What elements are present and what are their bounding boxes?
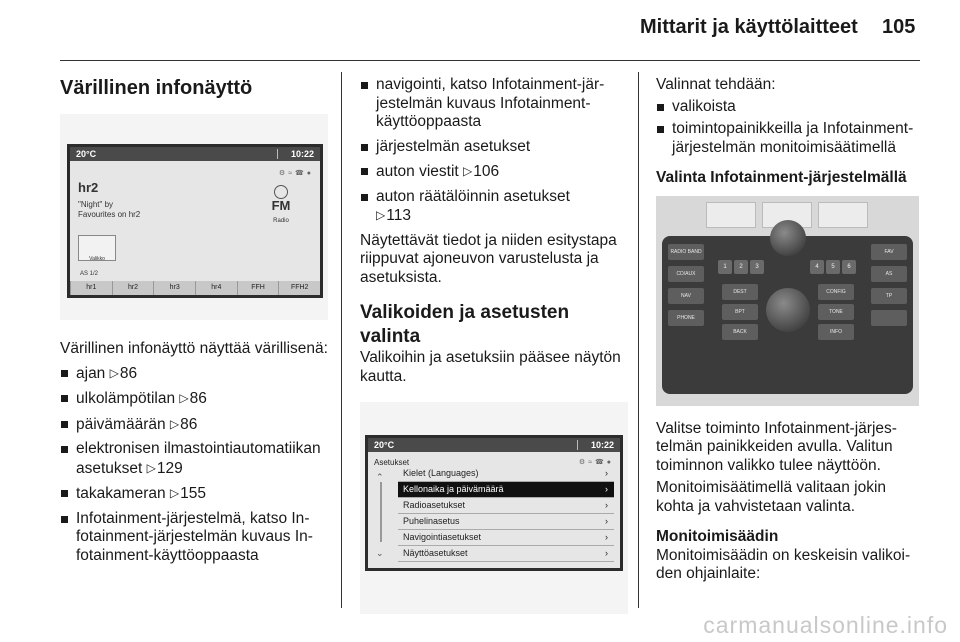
section-heading-color-display: Värillinen infonäyttö [60, 77, 253, 99]
control-panel [662, 236, 913, 394]
chevron-right-icon: › [605, 516, 608, 526]
preset-button[interactable]: hr2 [112, 281, 154, 295]
page-ref-icon: ▷ [463, 164, 473, 178]
list-item: auton räätälöinnin asetukset ▷113 [360, 188, 628, 226]
list-item: takakameran ▷155 [60, 484, 328, 504]
band-sub-label: Radio [273, 218, 289, 224]
console-button-config[interactable]: CONFIG [818, 284, 854, 300]
page-ref-icon: ▷ [169, 416, 180, 431]
preset-number-button[interactable]: 2 [734, 260, 748, 274]
list-item: järjestelmän asetukset [360, 138, 628, 157]
track-line-2: Favourites on hr2 [78, 210, 141, 219]
menu-item-display-settings[interactable]: Näyttöasetukset › [398, 546, 614, 562]
status-separator [277, 149, 278, 159]
menu-button[interactable] [78, 235, 116, 261]
page-number: 105 [882, 16, 916, 38]
list-item: ulkolämpötilan ▷86 [60, 389, 328, 409]
preset-number-button[interactable]: 1 [718, 260, 732, 274]
status-icons: ⚙≈☎● [578, 459, 614, 466]
paragraph-intro: Värillinen infonäyttö näyttää värillisenä: [60, 340, 328, 357]
status-separator [577, 440, 578, 450]
preset-button[interactable]: hr4 [195, 281, 237, 295]
chevron-right-icon: › [605, 548, 608, 558]
page-ref[interactable]: 106 [473, 163, 500, 180]
console-button-phone[interactable]: PHONE [668, 310, 704, 326]
console-button-tp[interactable]: TP [871, 288, 907, 304]
screen-status-bar [70, 147, 320, 161]
display-contents-list [60, 364, 328, 566]
page-header-title: Mittarit ja käyttölaitteet [640, 16, 858, 38]
list-item: elektronisen ilmastointiautomatiikan asetukset ▷129 [60, 440, 328, 478]
scroll-down-icon[interactable]: ⌄ [376, 547, 384, 558]
scroll-track[interactable] [380, 482, 382, 542]
page-ref-icon: ▷ [179, 391, 189, 405]
station-name: hr2 [78, 180, 99, 195]
paragraph-select-function: Valitse toiminto Infotainment-järjestelmän painikkeiden avulla. Valitun toiminnon valikko tulee näyttöön. [656, 419, 897, 474]
subheading-infotainment-selection: Valinta Infotainment-järjestelmällä [656, 169, 907, 186]
console-button-fav[interactable]: FAV [871, 244, 907, 260]
list-item: toimintopainikkeilla ja Infotainment-järjestelmän monitoimisäätimellä [656, 120, 926, 157]
menu-button-label: Valikko [89, 256, 105, 262]
section-heading-menus: Valikoiden ja asetusten valinta [360, 302, 570, 347]
page-ref-icon: ▷ [146, 460, 156, 475]
page-ref[interactable]: 86 [180, 415, 198, 433]
column-divider-2 [638, 72, 639, 608]
outside-temperature: 20°C [76, 149, 97, 159]
menu-item-radio-settings[interactable]: Radioasetukset › [398, 498, 614, 514]
paragraph-note: Näytettävät tiedot ja niiden esitystapa riippuvat ajoneuvon varustelusta ja asetuksista. [360, 231, 617, 286]
list-item: ajan ▷86 [60, 364, 328, 384]
preset-button[interactable]: hr3 [153, 281, 195, 295]
track-line-1: "Night" by [78, 200, 114, 209]
list-item: navigointi, katso Infotainment-järjestelmän kuvaus Infotainment-käyttöoppaasta [360, 76, 628, 132]
preset-number-button[interactable]: 6 [842, 260, 856, 274]
console-button-cd-aux[interactable]: CD/AUX [668, 266, 704, 282]
page-ref[interactable]: 129 [156, 459, 183, 477]
paragraph-menus-intro: Valikoihin ja asetuksiin pääsee näytön kautta. [360, 349, 621, 385]
vent-slot [706, 202, 756, 228]
chevron-right-icon: › [605, 468, 608, 478]
console-photo [656, 196, 919, 406]
header-divider [60, 60, 920, 61]
screen-status-bar [368, 438, 620, 452]
console-button-bpt[interactable]: BPT [722, 304, 758, 320]
console-button-nav[interactable]: NAV [668, 288, 704, 304]
clock: 10:22 [590, 440, 614, 450]
site-watermark: carmanualsonline.info [703, 612, 948, 638]
paragraph-selection-intro: Valinnat tehdään: [656, 76, 776, 93]
clock: 10:22 [290, 149, 314, 159]
selection-methods-list [656, 98, 926, 158]
list-item: valikoista [656, 98, 926, 117]
column-divider-1 [341, 72, 342, 608]
infotainment-screen [67, 144, 323, 298]
as-page-label: AS 1/2 [80, 271, 99, 277]
column-2 [360, 72, 628, 614]
page-ref-icon: ▷ [376, 208, 386, 222]
paragraph-knob-description: Monitoimisäädin on keskeisin valikoiden ohjainlaite: [656, 546, 911, 582]
volume-knob[interactable] [770, 220, 806, 256]
display-contents-list-continued [360, 76, 628, 226]
multifunction-knob[interactable] [766, 288, 810, 332]
page-ref-icon: ▷ [109, 365, 119, 380]
preset-number-button[interactable]: 5 [826, 260, 840, 274]
page-ref[interactable]: 155 [180, 485, 207, 502]
status-icons: ⚙≈☎● [278, 170, 314, 177]
preset-bar [70, 281, 320, 295]
column-1 [60, 72, 328, 565]
console-button-dest[interactable]: DEST [722, 284, 758, 300]
preset-number-button[interactable]: 3 [750, 260, 764, 274]
chevron-right-icon: › [605, 532, 608, 542]
console-button-as[interactable]: AS [871, 266, 907, 282]
preset-number-button[interactable]: 4 [810, 260, 824, 274]
subheading-multifunction-knob: Monitoimisäädin [656, 528, 779, 545]
chevron-right-icon: › [605, 484, 608, 494]
console-button-info[interactable]: INFO [818, 324, 854, 340]
settings-screen [365, 435, 623, 571]
menu-scrollbar[interactable] [376, 468, 386, 562]
console-button-tone[interactable]: TONE [818, 304, 854, 320]
list-item: päivämäärän ▷86 [60, 415, 328, 435]
page-ref[interactable]: 86 [189, 390, 207, 407]
radio-antenna-icon [274, 185, 288, 199]
page-ref[interactable]: 113 [386, 207, 411, 224]
menu-item-time-date[interactable]: Kellonaika ja päivämäärä › [398, 482, 614, 498]
console-button-radio[interactable]: RADIO BAND [668, 244, 704, 260]
console-background [656, 196, 919, 406]
page-ref-icon: ▷ [169, 486, 180, 500]
menu-item-languages[interactable]: Kielet (Languages) › [398, 466, 614, 482]
menu-title: Asetukset [374, 458, 410, 467]
page-ref[interactable]: 86 [119, 364, 138, 382]
band-label: FM [271, 198, 291, 213]
console-button-back[interactable]: BACK [722, 324, 758, 340]
scroll-up-icon[interactable]: ⌃ [376, 472, 384, 482]
list-item: Infotainment-järjestelmä, katso Infotainment-järjestelmän kuvaus Infotainment-käyttöoppaasta [60, 510, 328, 566]
console-button-right-lower[interactable] [871, 310, 907, 326]
menu-item-phone-settings[interactable]: Puhelinasetus › [398, 514, 614, 530]
chevron-right-icon: › [605, 500, 608, 510]
color-display-figure [60, 114, 328, 320]
settings-menu-list [398, 466, 614, 562]
column-3 [656, 72, 926, 584]
menu-item-navigation-settings[interactable]: Navigointiasetukset › [398, 530, 614, 546]
preset-button[interactable]: FFH2 [278, 281, 320, 295]
track-info [78, 200, 140, 220]
settings-menu-figure [360, 402, 628, 614]
vent-slot [818, 202, 868, 228]
band-indicator [266, 185, 296, 231]
paragraph-knob-select: Monitoimisäätimellä valitaan jokin kohta ja vahvistetaan valinta. [656, 479, 887, 515]
preset-button[interactable]: hr1 [70, 281, 112, 295]
outside-temperature: 20°C [374, 440, 395, 450]
preset-button[interactable]: FFH [237, 281, 279, 295]
list-item: auton viestit ▷106 [360, 162, 628, 182]
